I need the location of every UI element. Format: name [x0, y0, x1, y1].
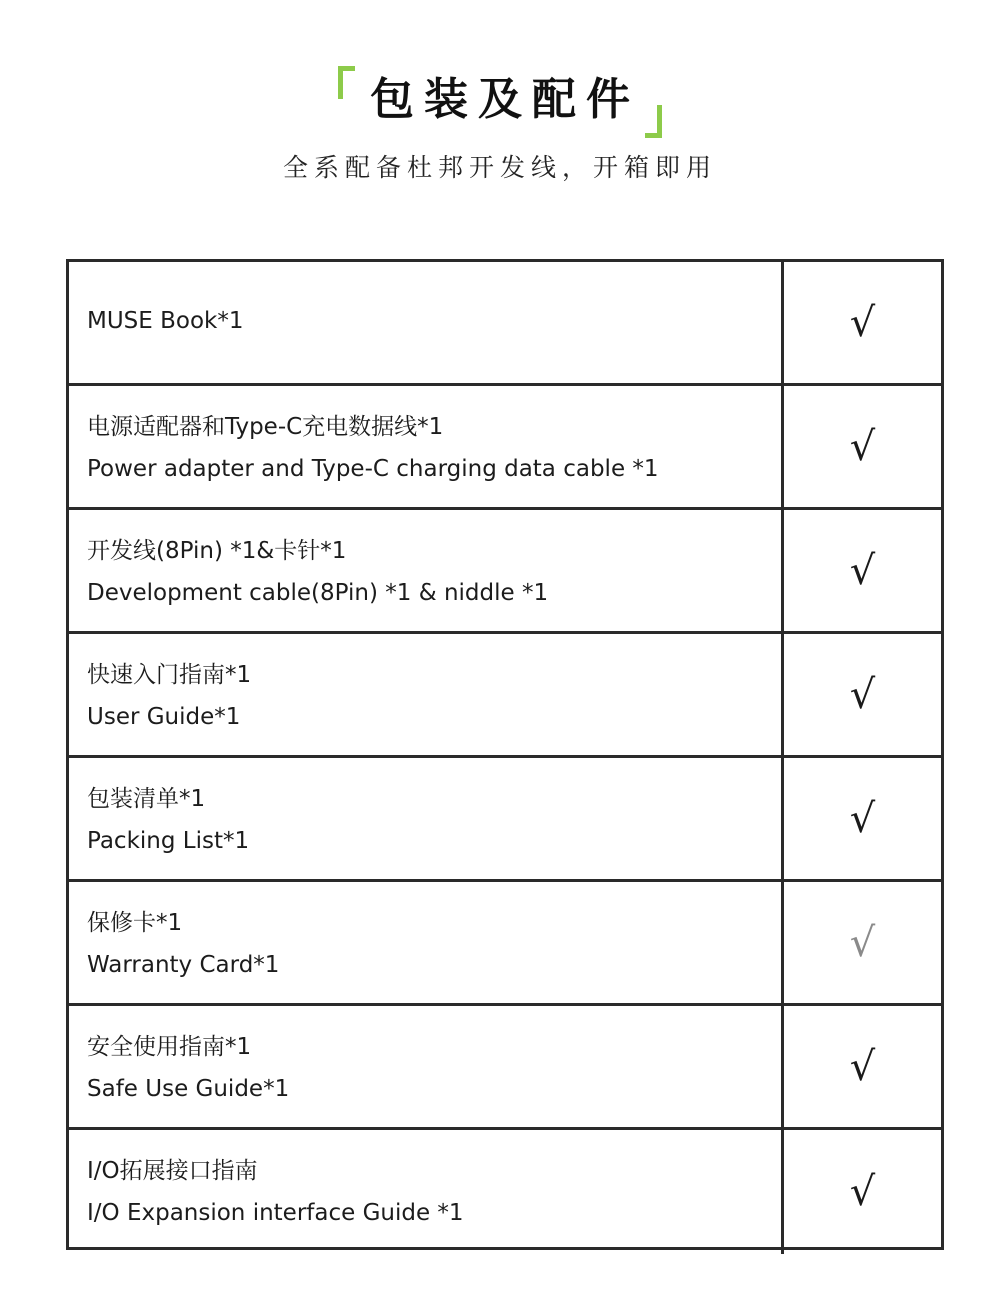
table-row	[69, 1130, 941, 1254]
item-cell	[69, 758, 784, 879]
page-title	[338, 62, 662, 138]
check-icon: √	[849, 795, 876, 842]
item-name-en: I/O Expansion interface Guide *1	[87, 1200, 464, 1226]
item-name-zh: 安全使用指南*1	[87, 1034, 252, 1060]
table-row	[69, 882, 941, 1006]
item-cell	[69, 1006, 784, 1127]
check-icon: √	[849, 1043, 876, 1090]
item-cell	[69, 882, 784, 1003]
check-icon: √	[849, 919, 876, 966]
item-cell	[69, 262, 784, 383]
item-name-en: User Guide*1	[87, 704, 241, 730]
table-row	[69, 386, 941, 510]
table-row	[69, 262, 941, 386]
title-wrap	[0, 62, 1000, 138]
page-header	[0, 0, 1000, 220]
check-icon: √	[849, 547, 876, 594]
item-cell	[69, 386, 784, 507]
page-title-text: 包装及配件	[370, 74, 640, 125]
item-name-zh: 开发线(8Pin) *1&卡针*1	[87, 538, 347, 564]
page-subtitle: 全系配备杜邦开发线，开箱即用	[282, 153, 717, 182]
check-icon: √	[849, 299, 876, 346]
item-cell	[69, 1130, 784, 1254]
table-row	[69, 510, 941, 634]
table-row	[69, 758, 941, 882]
item-name-en: Packing List*1	[87, 828, 250, 854]
item-name-zh: 包装清单*1	[87, 786, 206, 812]
accessories-table	[66, 259, 944, 1250]
item-cell	[69, 634, 784, 755]
item-name-zh: I/O拓展接口指南	[87, 1158, 258, 1184]
item-name-zh: 保修卡*1	[87, 910, 183, 936]
item-name-zh: 电源适配器和Type-C充电数据线*1	[87, 414, 444, 440]
item-name-zh: 快速入门指南*1	[87, 662, 252, 688]
right-bracket-icon	[645, 105, 662, 138]
item-name-en: Warranty Card*1	[87, 952, 280, 978]
item-name-en: Development cable(8Pin) *1 & niddle *1	[87, 580, 549, 606]
item-name-en: Safe Use Guide*1	[87, 1076, 290, 1102]
item-name: MUSE Book*1	[87, 308, 244, 334]
item-cell	[69, 510, 784, 631]
check-icon: √	[849, 671, 876, 718]
table-row	[69, 1006, 941, 1130]
item-name-en: Power adapter and Type-C charging data cable *1	[87, 456, 659, 482]
check-icon: √	[849, 1169, 876, 1215]
table-row	[69, 634, 941, 758]
check-icon: √	[849, 423, 876, 470]
left-bracket-icon	[338, 66, 355, 99]
